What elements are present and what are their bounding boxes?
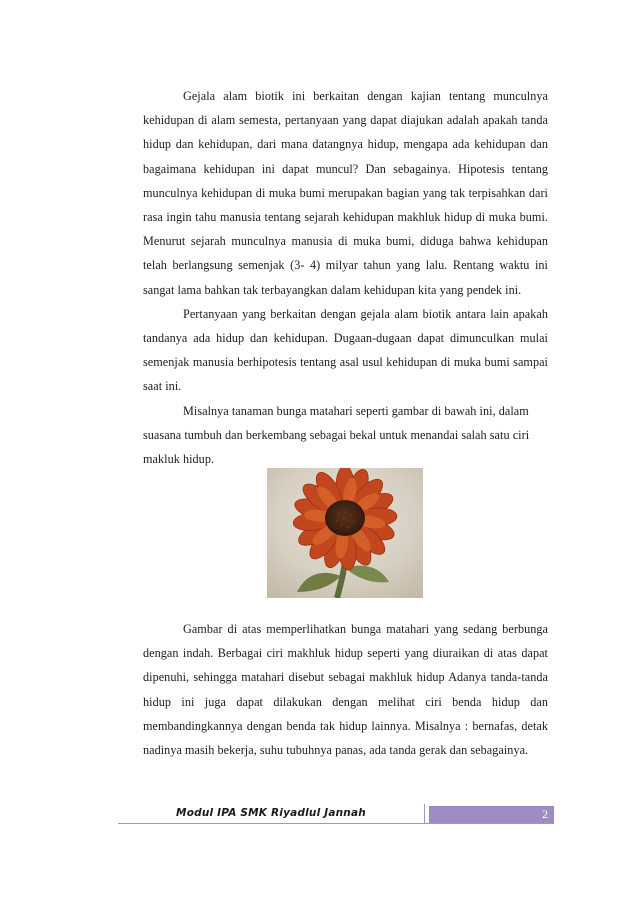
sunflower-photo-icon [267, 468, 423, 598]
paragraph-pertanyaan: Pertanyaan yang berkaitan dengan gejala alam biotik antara lain apakah tandanya ada hidup dan kehidupan. Dugaan-dugaan dapat dimunculkan mulai semenjak manusia berhipotesis tentang asal usul kehidupan di muka bumi sampai saat ini. [143, 306, 548, 394]
paragraph-gambar-di-atas: Gambar di atas memperlihatkan bunga matahari yang sedang berbunga dengan indah. Berbagai ciri makhluk hidup seperti yang diuraikan di atas dapat dipenuhi, sehingga matahari disebut sebagai makhluk hidup Adanya tanda-tanda hidup ini juga dapat dilakukan dengan melihat ciri benda hidup dan membandingkannya dengan benda tak hidup lainnya. Misalnya : bernafas, detak nadinya masih bekerja, suhu tubuhnya panas, ada tanda gerak dan sebagainya. [143, 622, 548, 758]
paragraph-gejala-alam: Gejala alam biotik ini berkaitan dengan kajian tentang munculnya kehidupan di alam semesta, pertanyaan yang dapat diajukan adalah apakah tanda hidup dan kehidupan, dari mana datangnya hidup, mengapa ada kehidupan dan bagaimana kehidupan ini dapat muncul? Dan sebagainya. Hipotesis tentang munculnya kehidupan di muka bumi merupakan bagian yang tak terpisahkan dari rasa ingin tahu manusia tentang sejarah kehidupan makhluk hidup di muka bumi. Menurut sejarah munculnya manusia di muka bumi, diduga bahwa kehidupan telah berlangsung semenjak (3- 4) milyar tahun yang lalu. Rentang waktu ini sangat lama bahkan tak terbayangkan dalam kehidupan kita yang pendek ini. [143, 89, 548, 297]
body-text-top [143, 84, 548, 471]
paragraph-misalnya: Misalnya tanaman bunga matahari seperti gambar di bawah ini, dalam suasana tumbuh dan berkembang sebagai bekal untuk menandai salah satu ciri makluk hidup. [143, 403, 530, 467]
footer-divider [424, 804, 425, 824]
footer-module-title: Modul IPA SMK Riyadlul Jannah [176, 807, 366, 819]
body-text-bottom [143, 617, 548, 762]
sunflower-figure [267, 468, 423, 598]
page-number: 2 [429, 806, 554, 823]
footer-rule [118, 823, 554, 824]
